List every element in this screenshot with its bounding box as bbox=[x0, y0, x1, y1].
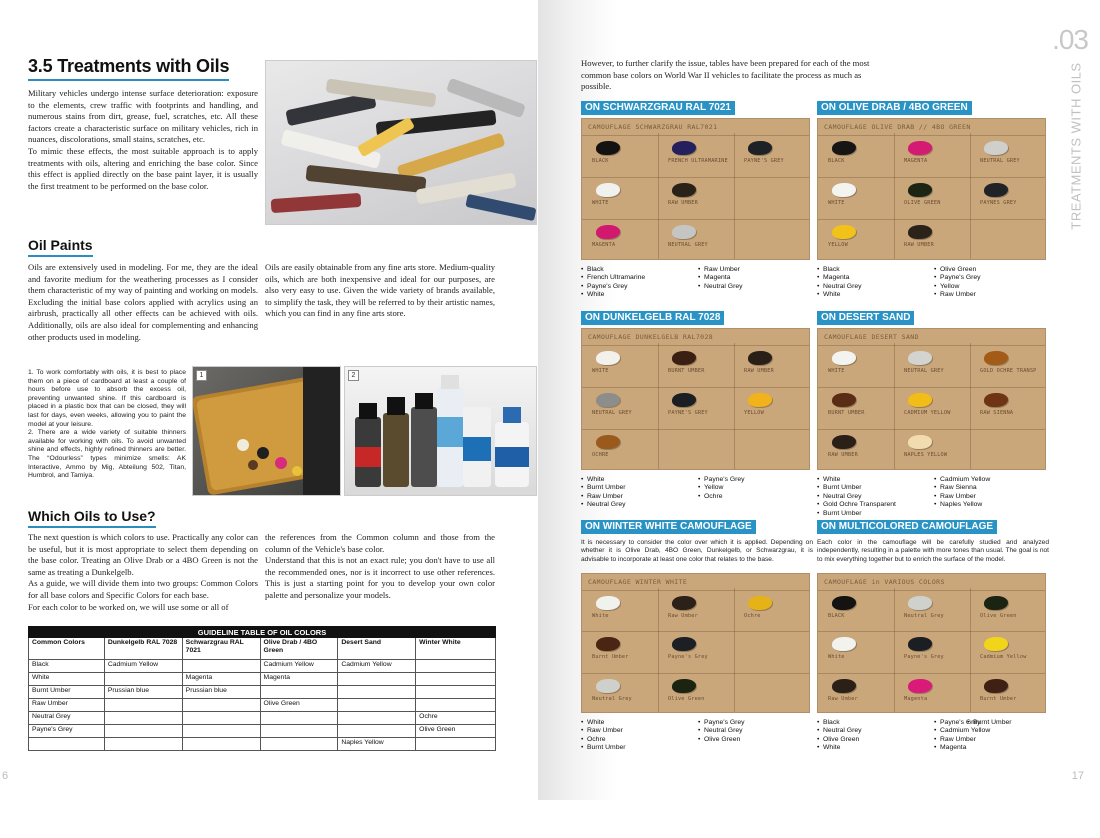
page-number-left: 6 bbox=[2, 770, 9, 782]
legend-item: • French Ultramarine bbox=[581, 274, 645, 282]
table-cell: Olive Green bbox=[416, 725, 496, 738]
swatch-label: WHITE bbox=[592, 368, 609, 374]
paint-swatch bbox=[984, 351, 1008, 365]
paint-swatch bbox=[832, 393, 856, 407]
paint-swatch bbox=[596, 393, 620, 407]
section-title-winter-white: ON WINTER WHITE CAMOUFLAGE bbox=[581, 520, 756, 534]
color-legend bbox=[698, 476, 745, 501]
table-row bbox=[29, 660, 496, 673]
swatch-card-olive-drab bbox=[817, 118, 1046, 260]
legend-item: • Burnt Umber bbox=[817, 510, 896, 518]
legend-item: • White bbox=[581, 291, 645, 299]
table-header-cell: Dunkelgelb RAL 7028 bbox=[104, 638, 182, 660]
swatch-card-schwarzgrau bbox=[581, 118, 810, 260]
legend-item: • Raw Sienna bbox=[934, 484, 990, 492]
swatch-label: OCHRE bbox=[592, 452, 609, 458]
paint-swatch bbox=[596, 183, 620, 197]
color-legend bbox=[817, 719, 862, 753]
swatch-card-header: CAMOUFLAGE WINTER WHITE bbox=[588, 578, 688, 586]
swatch-label: BURNT UMBER bbox=[668, 368, 705, 374]
paint-swatch bbox=[672, 679, 696, 693]
paint-swatch bbox=[596, 351, 620, 365]
color-legend bbox=[934, 266, 981, 300]
legend-item: • Neutral Grey bbox=[581, 501, 626, 509]
intro-paragraph-2: To mimic these effects, the most suitable approach is to apply treatments with oils, altering and enriching the base color. Since this effect is applied directly on the base paint layer, it is usually the first treatment to be performed on the base color. bbox=[28, 145, 258, 191]
swatch-label: White bbox=[828, 654, 845, 661]
swatch-label: PAYNES GREY bbox=[980, 200, 1017, 206]
section-title-dunkelgelb: ON DUNKELGELB RAL 7028 bbox=[581, 311, 724, 325]
swatch-label: GOLD OCHRE TRANSP bbox=[980, 368, 1037, 374]
table-cell: Cadmium Yellow bbox=[104, 660, 182, 673]
cardboard-palette-illustration bbox=[193, 367, 341, 496]
paint-swatch bbox=[908, 637, 932, 651]
which-oils-heading: Which Oils to Use? bbox=[28, 508, 156, 528]
swatch-label: Raw Umber bbox=[828, 695, 858, 702]
paint-swatch bbox=[596, 679, 620, 693]
swatch-label: RAW UMBER bbox=[744, 368, 774, 374]
swatch-label: WHITE bbox=[828, 368, 845, 374]
guideline-table bbox=[28, 626, 496, 751]
paint-swatch bbox=[908, 183, 932, 197]
swatch-label: YELLOW bbox=[828, 242, 848, 248]
section-title-olive-drab: ON OLIVE DRAB / 4BO GREEN bbox=[817, 101, 972, 115]
paint-swatch bbox=[832, 141, 856, 155]
table-row bbox=[29, 699, 496, 712]
swatch-card-header: CAMOUFLAGE SCHWARZGRAU RAL7021 bbox=[588, 123, 718, 131]
paint-swatch bbox=[596, 435, 620, 449]
swatch-label: YELLOW bbox=[744, 410, 764, 416]
photo-badge-2: 2 bbox=[348, 370, 359, 381]
swatch-label: NEUTRAL GREY bbox=[980, 158, 1020, 164]
swatch-card-header: CAMOUFLAGE in VARIOUS COLORS bbox=[824, 578, 945, 586]
table-cell bbox=[104, 738, 182, 751]
swatch-grid-line bbox=[970, 588, 971, 712]
swatch-grid-line bbox=[818, 590, 1045, 591]
paint-swatch bbox=[908, 141, 932, 155]
swatch-label: PAYNE'S GREY bbox=[668, 410, 708, 416]
swatch-grid-line bbox=[818, 387, 1045, 388]
legend-item: • Burnt Umber bbox=[817, 484, 896, 492]
table-row bbox=[29, 725, 496, 738]
legend-item: • Olive Green bbox=[698, 736, 745, 744]
left-page bbox=[0, 0, 538, 800]
legend-item: • Burnt Umber bbox=[967, 719, 1012, 727]
paint-swatch bbox=[672, 141, 696, 155]
table-cell bbox=[338, 699, 416, 712]
legend-item: • Magenta bbox=[934, 744, 990, 752]
swatch-label: RAW UMBER bbox=[828, 452, 858, 458]
swatch-label: NEUTRAL GREY bbox=[668, 242, 708, 248]
section-intro-multicolored: Each color in the camouflage will be carefully studied and analyzed independently, resulting in a palette with more tones than usual. The goal is not to mix everything together but to enrich the surface of the model. bbox=[817, 539, 1049, 563]
legend-item: • Magenta bbox=[817, 274, 862, 282]
swatch-grid-line bbox=[818, 219, 1045, 220]
paint-swatch bbox=[672, 393, 696, 407]
table-cell bbox=[182, 725, 260, 738]
paint-swatch bbox=[832, 435, 856, 449]
which-oils-paragraph-2: As a guide, we will divide them into two groups: Common Colors for all base colors and Specific Colors for each base. bbox=[28, 578, 258, 600]
legend-item: • Black bbox=[817, 719, 862, 727]
paint-swatch bbox=[596, 141, 620, 155]
paint-swatch bbox=[908, 679, 932, 693]
swatch-label: RAW UMBER bbox=[668, 200, 698, 206]
swatch-grid-line bbox=[582, 429, 809, 430]
table-row bbox=[29, 738, 496, 751]
table-cell: Cadmium Yellow bbox=[338, 660, 416, 673]
legend-item: • Naples Yellow bbox=[934, 501, 990, 509]
table-header-cell: Olive Drab / 4BO Green bbox=[260, 638, 338, 660]
table-cell bbox=[338, 712, 416, 725]
table-cell bbox=[104, 712, 182, 725]
swatch-label: NAPLES YELLOW bbox=[904, 452, 948, 458]
legend-item: • Magenta bbox=[698, 274, 743, 282]
paint-swatch bbox=[908, 435, 932, 449]
table-cell: Prussian blue bbox=[182, 686, 260, 699]
table-header-cell: Common Colors bbox=[29, 638, 105, 660]
paint-swatch bbox=[984, 637, 1008, 651]
swatch-label: PAYNE'S GREY bbox=[744, 158, 784, 164]
chapter-title-vertical bbox=[1066, 61, 1086, 230]
swatch-label: Olive Green bbox=[668, 695, 705, 702]
swatch-grid-line bbox=[894, 343, 895, 469]
table-header-cell: Schwarzgrau RAL 7021 bbox=[182, 638, 260, 660]
swatch-label: Magenta bbox=[904, 695, 928, 702]
swatch-label: MAGENTA bbox=[592, 242, 616, 248]
swatch-grid-line bbox=[658, 343, 659, 469]
oil-paints-heading: Oil Paints bbox=[28, 237, 93, 257]
paint-swatch bbox=[832, 183, 856, 197]
swatch-card-header: CAMOUFLAGE OLIVE DRAB // 4BO GREEN bbox=[824, 123, 971, 131]
table-cell: Olive Green bbox=[260, 699, 338, 712]
legend-item: • White bbox=[817, 744, 862, 752]
section-title-multicolored: ON MULTICOLORED CAMOUFLAGE bbox=[817, 520, 997, 534]
paint-swatch bbox=[672, 596, 696, 610]
swatch-grid-line bbox=[658, 588, 659, 712]
legend-item: • Raw Umber bbox=[581, 727, 626, 735]
swatch-label: Cadmium Yellow bbox=[980, 654, 1027, 661]
swatch-label: BURNT UMBER bbox=[828, 410, 865, 416]
swatch-grid-line bbox=[818, 177, 1045, 178]
swatch-grid-line bbox=[970, 133, 971, 259]
table-row bbox=[29, 673, 496, 686]
table-header-cell: Desert Sand bbox=[338, 638, 416, 660]
legend-item: • Cadmium Yellow bbox=[934, 727, 990, 735]
section-title-schwarzgrau: ON SCHWARZGRAU RAL 7021 bbox=[581, 101, 735, 115]
legend-item: • Raw Umber bbox=[581, 493, 626, 501]
oil-tubes-photo bbox=[265, 60, 537, 225]
photo-captions bbox=[28, 369, 186, 481]
swatch-grid-line bbox=[582, 590, 809, 591]
paint-swatch bbox=[596, 596, 620, 610]
table-cell bbox=[260, 686, 338, 699]
color-legend bbox=[817, 476, 896, 518]
swatch-card-desert-sand bbox=[817, 328, 1046, 470]
table-cell bbox=[338, 673, 416, 686]
section-title-desert-sand: ON DESERT SAND bbox=[817, 311, 914, 325]
chapter-title-text: TREATMENTS WITH OILS bbox=[1068, 61, 1084, 230]
legend-item: • Raw Umber bbox=[934, 736, 990, 744]
swatch-label: Ochre bbox=[744, 613, 761, 619]
table-cell bbox=[104, 725, 182, 738]
swatch-label: White bbox=[592, 613, 609, 619]
legend-item: • Neutral Grey bbox=[698, 283, 743, 291]
swatch-label: CADMIUM YELLOW bbox=[904, 410, 951, 416]
paint-swatch bbox=[672, 183, 696, 197]
table-caption: GUIDELINE TABLE OF OIL COLORS bbox=[29, 627, 496, 638]
table-cell: Magenta bbox=[182, 673, 260, 686]
intro-paragraph-1: Military vehicles undergo intense surface deterioration: exposure to the elements, crew traffic with footprints and handling, and numerous stains from dirt, grease, fuel, scratches, etc. All these factors create a characteristic surface on military vehicles, rich in nuances, discolorations, small stains, scratches, etc. bbox=[28, 88, 258, 145]
intro-text bbox=[28, 88, 258, 192]
paint-swatch bbox=[748, 596, 772, 610]
table-row bbox=[29, 686, 496, 699]
swatch-grid-line bbox=[818, 631, 1045, 632]
legend-item: • Raw Umber bbox=[934, 493, 990, 501]
table-cell: Ochre bbox=[416, 712, 496, 725]
table-cell bbox=[338, 686, 416, 699]
swatch-label: MAGENTA bbox=[904, 158, 928, 164]
legend-item: • Payne's Grey bbox=[934, 719, 990, 727]
paint-swatch bbox=[832, 637, 856, 651]
legend-item: • Yellow bbox=[698, 484, 745, 492]
table-cell bbox=[182, 699, 260, 712]
legend-item: • Burnt Umber bbox=[581, 484, 626, 492]
paint-swatch bbox=[672, 225, 696, 239]
swatch-grid-line bbox=[818, 429, 1045, 430]
table-cell bbox=[29, 738, 105, 751]
table-cell bbox=[182, 660, 260, 673]
cardboard-palette-photo bbox=[192, 366, 341, 496]
swatch-grid-line bbox=[582, 673, 809, 674]
legend-item: • Black bbox=[817, 266, 862, 274]
table-cell: Burnt Umber bbox=[29, 686, 105, 699]
legend-item: • Neutral Grey bbox=[817, 283, 862, 291]
oil-tubes-illustration bbox=[266, 61, 537, 225]
paint-swatch bbox=[832, 351, 856, 365]
table-cell bbox=[416, 673, 496, 686]
paint-swatch bbox=[908, 225, 932, 239]
legend-item: • Ochre bbox=[698, 493, 745, 501]
swatch-label: Neutral Grey bbox=[904, 613, 944, 619]
table-header-row bbox=[29, 638, 496, 660]
swatch-label: BLACK bbox=[592, 158, 609, 164]
legend-item: • Burnt Umber bbox=[581, 744, 626, 752]
color-legend bbox=[581, 266, 645, 300]
swatch-grid-line bbox=[582, 631, 809, 632]
oil-paints-col1 bbox=[28, 262, 258, 343]
table-cell bbox=[182, 738, 260, 751]
oil-paints-paragraph-2: Oils are easily obtainable from any fine arts store. Medium-quality oils, which are both inexpensive and ideal for our purposes, are also very easy to use. Given the wide variety of brands available, to simplify the task, they will be referred to by their artistic names, which you can find in any fine arts store. bbox=[265, 262, 495, 319]
which-oils-paragraph-5: Understand that this is not an exact rule; you don't have to use all the recommended ones, nor is it incorrect to use other references. This is just a starting point for you to develop your own color palette and personalize your models. bbox=[265, 555, 495, 600]
swatch-grid-line bbox=[734, 343, 735, 469]
swatch-label: BLACK bbox=[828, 613, 845, 619]
legend-item: • Raw Umber bbox=[934, 291, 981, 299]
swatch-grid-line bbox=[818, 135, 1045, 136]
which-oils-paragraph-4: the references from the Common column and those from the column of the Vehicle's base color. bbox=[265, 532, 495, 554]
table-cell bbox=[416, 660, 496, 673]
section-intro-winter-white: It is necessary to consider the color over which it is applied. Depending on whether it is Olive Drab, 4BO Green, Dunkelgelb, or Schwarzgrau, it is advisable to incorporate at least one color that relates to the base. bbox=[581, 539, 813, 563]
thinners-illustration bbox=[345, 367, 537, 496]
swatch-grid-line bbox=[658, 133, 659, 259]
table-cell: Raw Umber bbox=[29, 699, 105, 712]
color-legend bbox=[817, 266, 862, 300]
color-legend bbox=[967, 719, 1012, 727]
which-oils-col1 bbox=[28, 532, 258, 613]
swatch-label: Raw Umber bbox=[668, 613, 698, 619]
legend-item: • Cadmium Yellow bbox=[934, 476, 990, 484]
caption-1: 1. To work comfortably with oils, it is best to place them on a piece of cardboard at least a couple of hours before use to absorb the excess oil, preventing unwanted shine. If this cardboard is placed in a plastic box that can be closed, they will last for days, even weeks, allowing you to paint the model at your leisure. bbox=[28, 369, 186, 428]
table-cell: Cadmium Yellow bbox=[260, 660, 338, 673]
swatch-label: Burnt Umber bbox=[592, 654, 629, 661]
color-legend bbox=[698, 719, 745, 744]
page-number-right: 17 bbox=[1071, 770, 1084, 782]
paint-swatch bbox=[672, 637, 696, 651]
table-cell: Magenta bbox=[260, 673, 338, 686]
swatch-grid-line bbox=[894, 588, 895, 712]
which-oils-paragraph-3: For each color to be worked on, we will use some or all of bbox=[28, 601, 229, 612]
legend-item: • Neutral Grey bbox=[817, 493, 896, 501]
paint-swatch bbox=[748, 351, 772, 365]
swatch-card-multicolored bbox=[817, 573, 1046, 713]
swatch-label: NEUTRAL GREY bbox=[904, 368, 944, 374]
swatch-card-header: CAMOUFLAGE DUNKELGELB RAL7028 bbox=[588, 333, 714, 341]
legend-item: • Olive Green bbox=[817, 736, 862, 744]
swatch-label: NEUTRAL GREY bbox=[592, 410, 632, 416]
table-cell: Neutral Grey bbox=[29, 712, 105, 725]
color-legend bbox=[934, 476, 990, 510]
legend-item: • Payne's Grey bbox=[934, 274, 981, 282]
swatch-grid-line bbox=[582, 177, 809, 178]
swatch-grid-line bbox=[818, 673, 1045, 674]
table-cell: Prussian blue bbox=[104, 686, 182, 699]
legend-item: • Payne's Grey bbox=[581, 283, 645, 291]
paint-swatch bbox=[832, 596, 856, 610]
paint-swatch bbox=[908, 393, 932, 407]
photo-badge-1: 1 bbox=[196, 370, 207, 381]
legend-item: • Neutral Grey bbox=[817, 727, 862, 735]
legend-item: • Black bbox=[581, 266, 645, 274]
table-row bbox=[29, 712, 496, 725]
swatch-grid-line bbox=[818, 345, 1045, 346]
which-oils-paragraph-1: The next question is which colors to use. Practically any color can be useful, but it is most appropriate to select them depending on the base color. Treating an Olive Drab or a 4BO Green is not the same as treating a Dunkelgelb. bbox=[28, 532, 258, 577]
paint-swatch bbox=[984, 596, 1008, 610]
swatch-label: FRENCH ULTRAMARINE bbox=[668, 158, 728, 164]
paint-swatch bbox=[832, 679, 856, 693]
which-oils-col2 bbox=[265, 532, 495, 602]
legend-item: • White bbox=[817, 476, 896, 484]
right-page bbox=[538, 0, 1100, 800]
swatch-label: Neutral Grey bbox=[592, 695, 632, 702]
paint-swatch bbox=[596, 225, 620, 239]
color-legend bbox=[581, 719, 626, 753]
swatch-label: RAW UMBER bbox=[904, 242, 934, 248]
table-cell bbox=[416, 686, 496, 699]
table-cell: Black bbox=[29, 660, 105, 673]
paint-swatch bbox=[832, 225, 856, 239]
swatch-grid-line bbox=[734, 588, 735, 712]
oil-paints-paragraph-1: Oils are extensively used in modeling. For me, they are the ideal and favorite medium for the weathering processes as I consider them characteristic of my way of painting and working on models. Excluding the initial base colors applied with acrylics using an airbrush, practically all other effects can be achieved with oils. Additionally, oils are also ideal for complementing and enhancing other products used in modeling. bbox=[28, 262, 258, 342]
table-cell bbox=[416, 699, 496, 712]
swatch-grid-line bbox=[894, 133, 895, 259]
table-cell bbox=[260, 712, 338, 725]
legend-item: • Raw Umber bbox=[698, 266, 743, 274]
swatch-card-winter-white bbox=[581, 573, 810, 713]
swatch-grid-line bbox=[582, 219, 809, 220]
oil-paints-col2 bbox=[265, 262, 495, 320]
swatch-label: Payne's Grey bbox=[904, 654, 944, 661]
swatch-grid-line bbox=[582, 345, 809, 346]
swatch-label: BLACK bbox=[828, 158, 845, 164]
table-cell bbox=[260, 738, 338, 751]
swatch-label: OLIVE GREEN bbox=[904, 200, 941, 206]
swatch-label: WHITE bbox=[828, 200, 845, 206]
table-cell bbox=[104, 673, 182, 686]
swatch-grid-line bbox=[734, 133, 735, 259]
legend-item: • White bbox=[581, 476, 626, 484]
legend-item: • Ochre bbox=[581, 736, 626, 744]
table-header-cell: Winter White bbox=[416, 638, 496, 660]
table-cell bbox=[182, 712, 260, 725]
paint-swatch bbox=[908, 596, 932, 610]
paint-swatch bbox=[984, 393, 1008, 407]
table-cell: Payne's Grey bbox=[29, 725, 105, 738]
swatch-label: Burnt Umber bbox=[980, 695, 1017, 702]
color-legend bbox=[698, 266, 743, 291]
swatch-card-dunkelgelb bbox=[581, 328, 810, 470]
chapter-number: .03 bbox=[1052, 24, 1088, 55]
paint-swatch bbox=[596, 637, 620, 651]
table-cell bbox=[104, 699, 182, 712]
paint-swatch bbox=[908, 351, 932, 365]
legend-item: • Payne's Grey bbox=[698, 719, 745, 727]
swatch-label: WHITE bbox=[592, 200, 609, 206]
paint-swatch bbox=[984, 679, 1008, 693]
legend-item: • Neutral Grey bbox=[698, 727, 745, 735]
thinners-photo bbox=[344, 366, 537, 496]
swatch-grid-line bbox=[582, 387, 809, 388]
swatch-label: RAW SIENNA bbox=[980, 410, 1014, 416]
paint-swatch bbox=[984, 141, 1008, 155]
table-cell bbox=[338, 725, 416, 738]
swatch-grid-line bbox=[970, 343, 971, 469]
color-legend bbox=[581, 476, 626, 510]
paint-swatch bbox=[748, 141, 772, 155]
legend-item: • White bbox=[817, 291, 862, 299]
swatch-label: Olive Green bbox=[980, 613, 1017, 619]
section-title: 3.5 Treatments with Oils bbox=[28, 56, 229, 81]
caption-2: 2. There are a wide variety of suitable thinners available for working with oils. To avoid unwanted shine and effects, highly refined thinners are better. The “Odourless” types minimize smells: AK Interactive, Ammo by Mig, Abteilung 502, Titan, Humbrol, and Tamiya. bbox=[28, 429, 186, 480]
table-cell bbox=[416, 738, 496, 751]
table-cell: Naples Yellow bbox=[338, 738, 416, 751]
legend-item: • Gold Ochre Transparent bbox=[817, 501, 896, 509]
paint-swatch bbox=[984, 183, 1008, 197]
swatch-label: Payne's Grey bbox=[668, 654, 708, 661]
right-intro: However, to further clarify the issue, tables have been prepared for each of the most common base colors on World War II vehicles to facilitate the process as much as possible. bbox=[581, 58, 870, 92]
paint-swatch bbox=[672, 351, 696, 365]
paint-swatch bbox=[748, 393, 772, 407]
table-cell: White bbox=[29, 673, 105, 686]
legend-item: • White bbox=[581, 719, 626, 727]
table-cell bbox=[260, 725, 338, 738]
legend-item: • Olive Green bbox=[934, 266, 981, 274]
swatch-card-header: CAMOUFLAGE DESERT SAND bbox=[824, 333, 919, 341]
legend-item: • Payne's Grey bbox=[698, 476, 745, 484]
swatch-grid-line bbox=[582, 135, 809, 136]
legend-item: • Yellow bbox=[934, 283, 981, 291]
